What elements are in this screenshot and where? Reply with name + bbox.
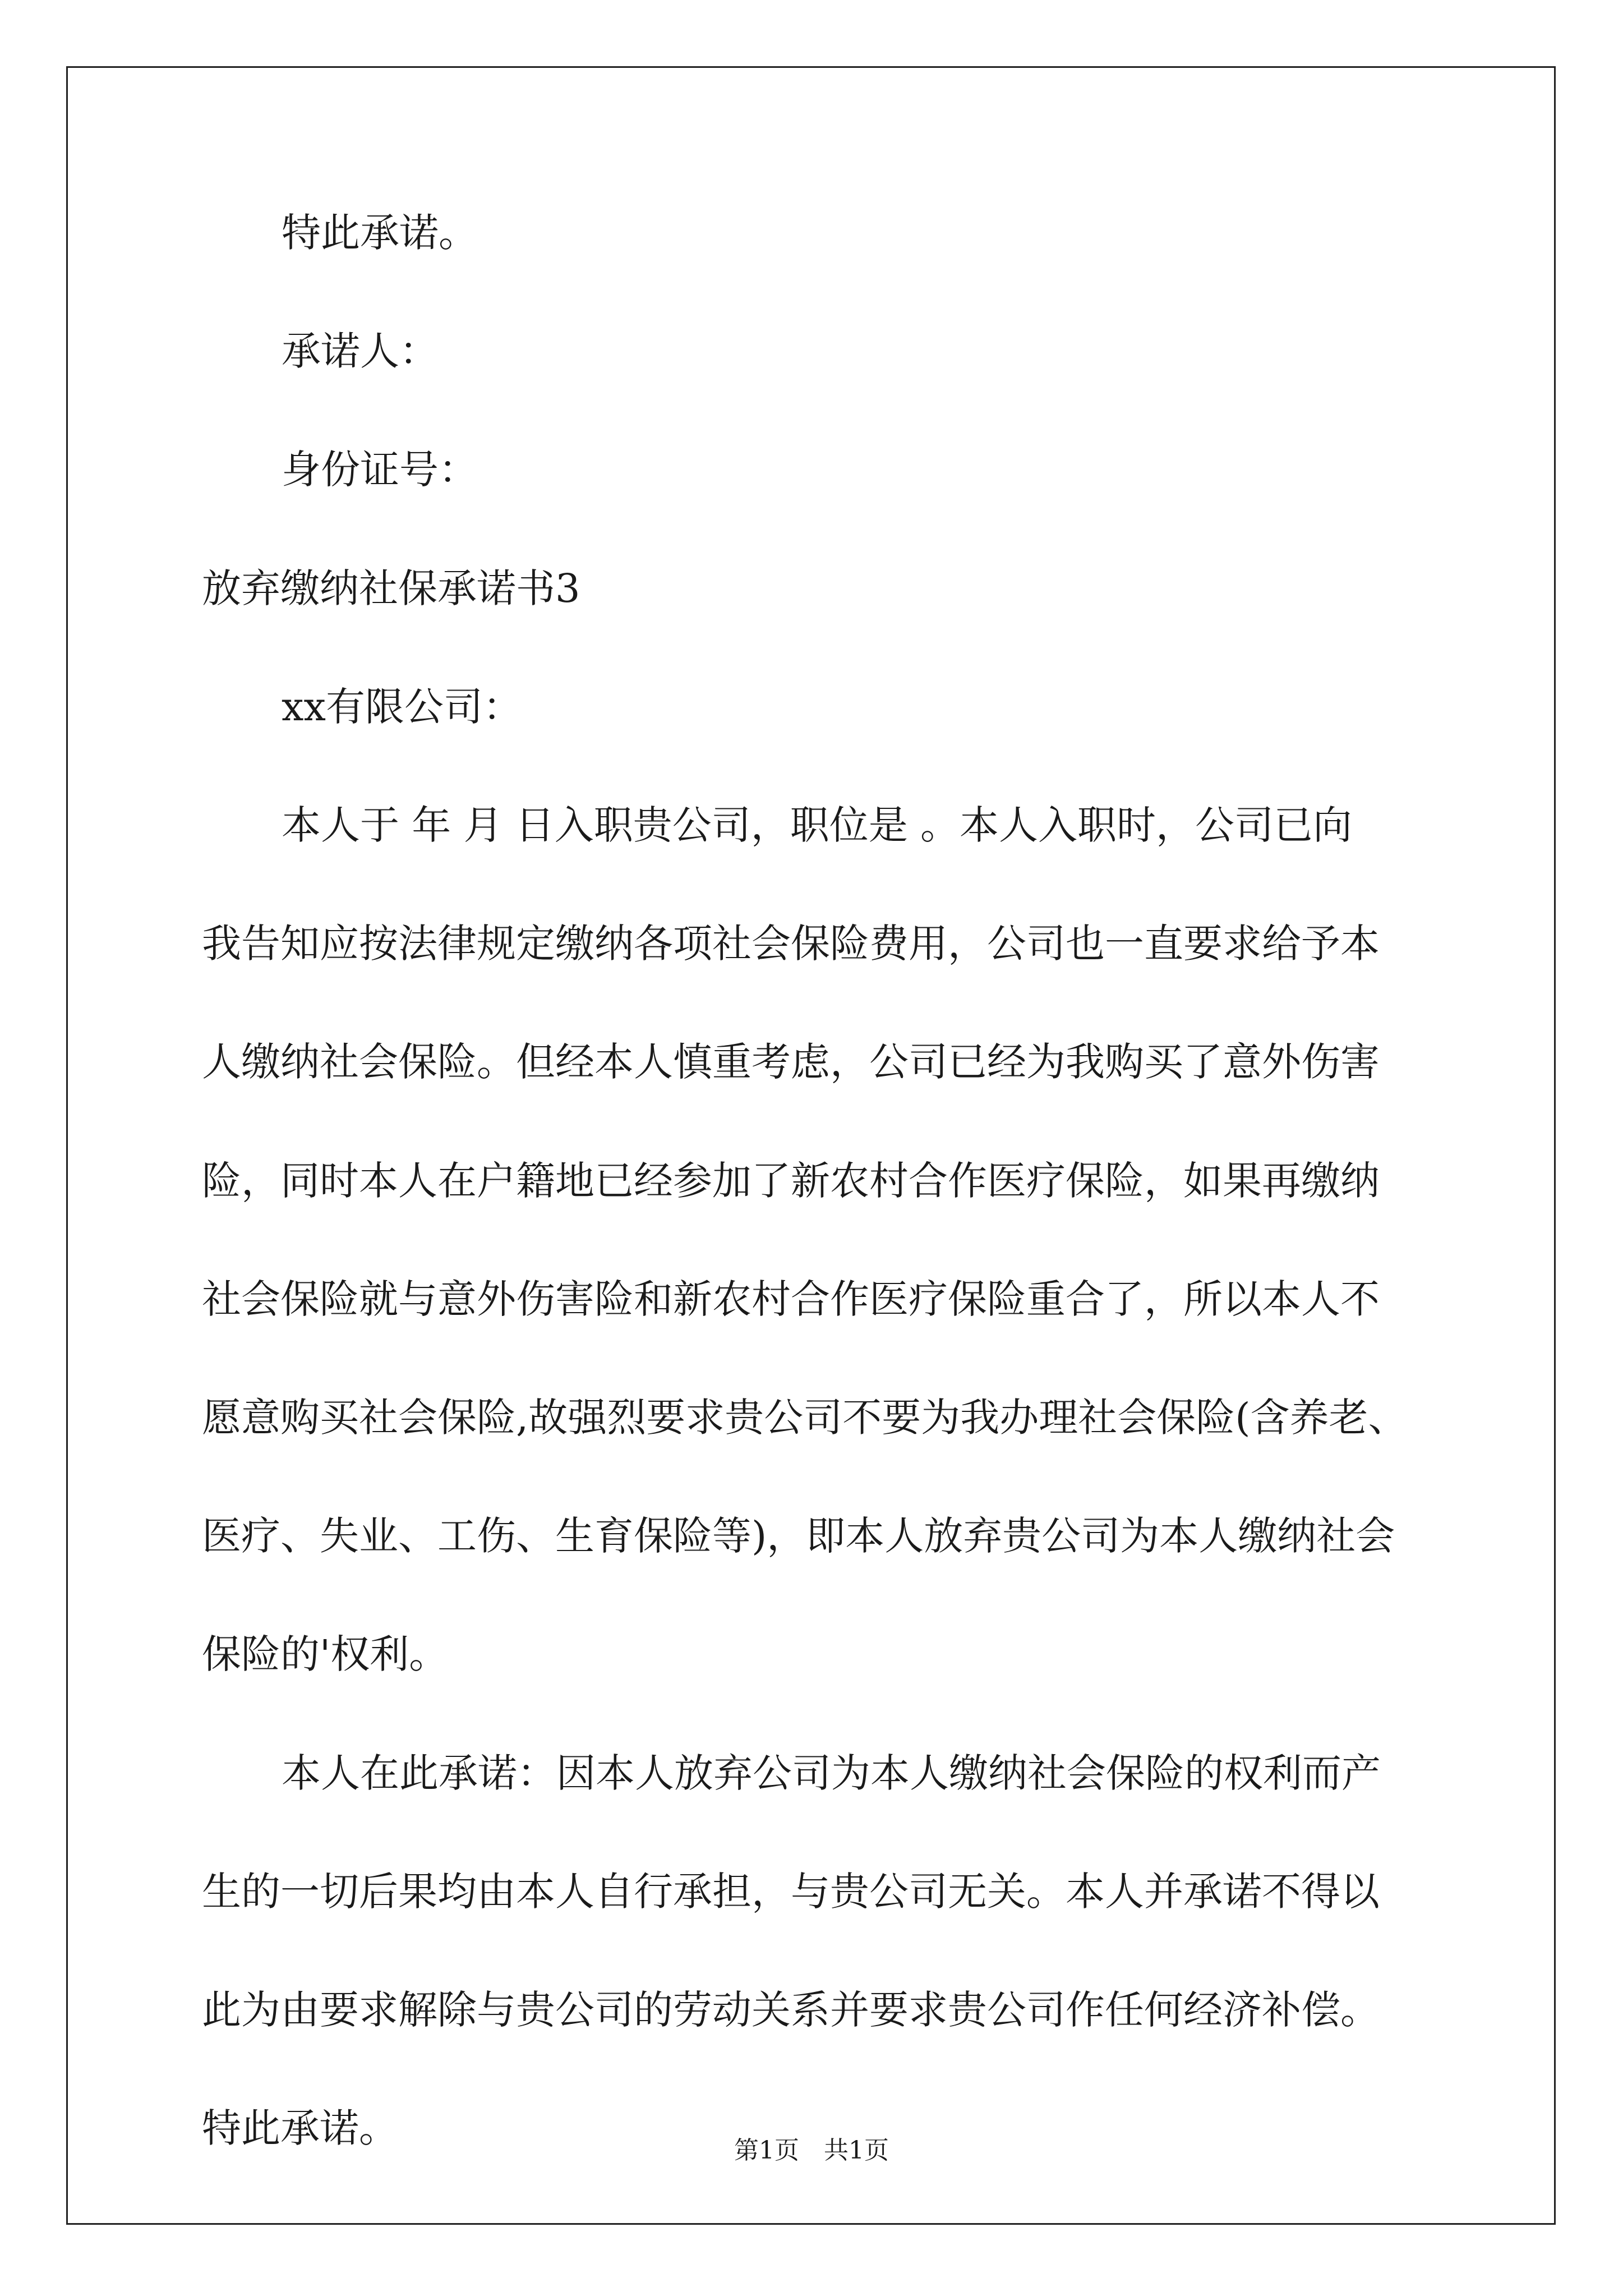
body-line: 本人在此承诺：因本人放弃公司为本人缴纳社会保险的权利而产: [282, 1750, 1381, 1796]
section-title: 放弃缴纳社保承诺书3: [202, 565, 580, 611]
closing-statement: 特此承诺。: [202, 2105, 398, 2151]
body-line: 愿意购买社会保险,故强烈要求贵公司不要为我办理社会保险(含养老、: [202, 1395, 1408, 1441]
body-line: 保险的'权利。: [202, 1631, 449, 1677]
closing-statement: 特此承诺。: [282, 210, 478, 256]
promisor-label: 承诺人：: [282, 328, 439, 374]
recipient-line: xx有限公司：: [282, 684, 522, 730]
body-line: 我告知应按法律规定缴纳各项社会保险费用，公司也一直要求给予本: [202, 921, 1380, 967]
body-line: 此为由要求解除与贵公司的劳动关系并要求贵公司作任何经济补偿。: [202, 1987, 1380, 2033]
body-line: 医疗、失业、工伤、生育保险等)，即本人放弃贵公司为本人缴纳社会: [202, 1513, 1395, 1559]
id-number-label: 身份证号：: [282, 447, 478, 493]
body-line: 本人于 年 月 日入职贵公司，职位是 。本人入职时，公司已向: [282, 802, 1353, 848]
body-line: 人缴纳社会保险。但经本人慎重考虑，公司已经为我购买了意外伤害: [202, 1039, 1380, 1085]
body-line: 社会保险就与意外伤害险和新农村合作医疗保险重合了，所以本人不: [202, 1276, 1380, 1322]
body-line: 险，同时本人在户籍地已经参加了新农村合作医疗保险，如果再缴纳: [202, 1158, 1380, 1204]
page-footer: 第1页 共1页: [734, 2136, 889, 2165]
body-line: 生的一切后果均由本人自行承担，与贵公司无关。本人并承诺不得以: [202, 1869, 1380, 1915]
